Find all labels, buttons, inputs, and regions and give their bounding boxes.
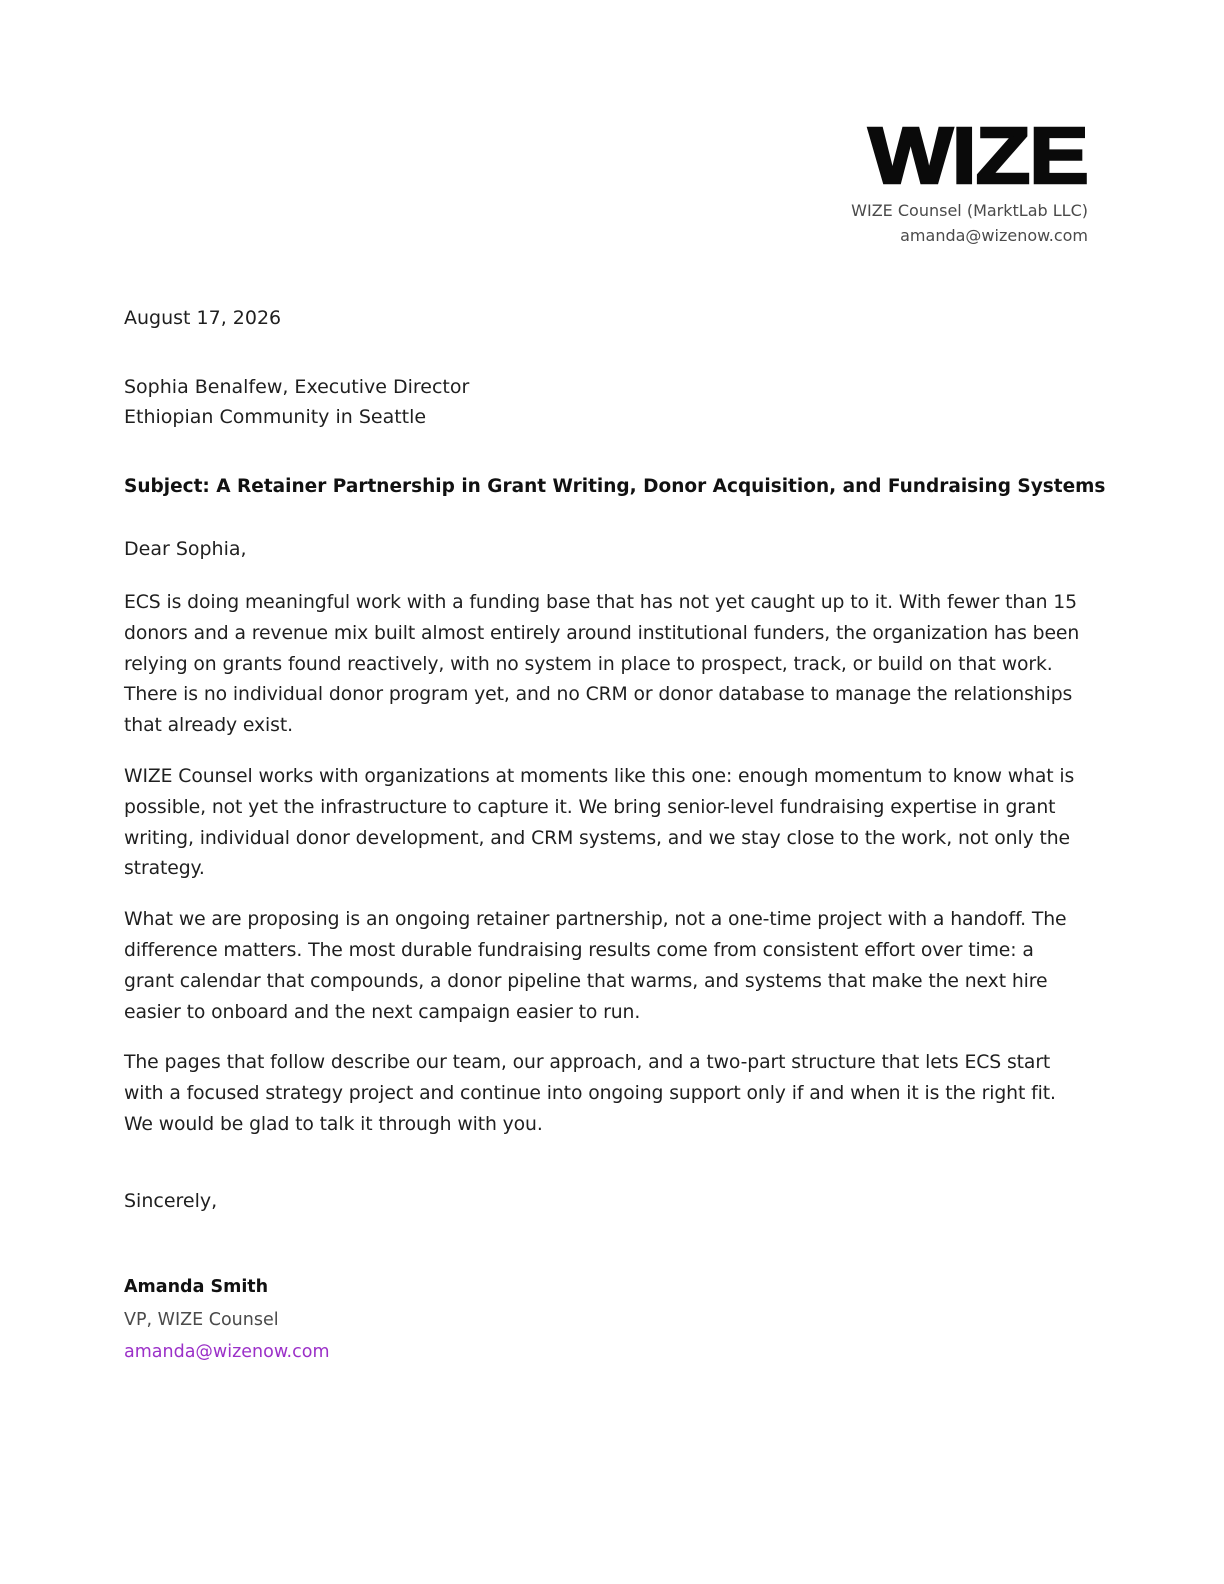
letter-date: August 17, 2026	[124, 307, 282, 329]
recipient-organization: Ethiopian Community in Seattle	[124, 406, 427, 428]
body-paragraph: The pages that follow describe our team, our approach, and a two-part structure that lets ECS start with a focused strategy project and continue into ongoing support only if and when it is the right fit. We would be glad to talk it through with you.	[124, 1052, 1056, 1135]
closing: Sincerely,	[124, 1190, 218, 1212]
letterhead-email: amanda@wizenow.com	[900, 226, 1088, 245]
letter-subject: Subject: A Retainer Partnership in Grant Writing, Donor Acquisition, and Fundraising Systems	[124, 476, 1106, 497]
body-paragraph: WIZE Counsel works with organizations at moments like this one: enough momentum to know what is possible, not yet the infrastructure to capture it. We bring senior-level fundraising expertise in grant writing, individual donor development, and CRM systems, and we stay close to the work, not only the strategy.	[124, 765, 1075, 880]
body-paragraph: What we are proposing is an ongoing retainer partnership, not a one-time project with a handoff. The difference matters. The most durable fundraising results come from consistent effort over time: a grant calendar that compounds, a donor pipeline that warms, and systems that make the next hire easier to onboard and the next campaign easier to run.	[124, 909, 1067, 1023]
signer-title: VP, WIZE Counsel	[124, 1310, 279, 1330]
signer-email-link[interactable]: amanda@wizenow.com	[124, 1342, 330, 1362]
salutation: Dear Sophia,	[124, 538, 247, 560]
signer-name: Amanda Smith	[124, 1277, 269, 1297]
recipient-block	[124, 372, 469, 432]
company-logo: WIZE	[868, 111, 1088, 200]
letter-page	[124, 0, 1106, 1584]
body-paragraph: ECS is doing meaningful work with a funding base that has not yet caught up to it. With fewer than 15 donors and a revenue mix built almost entirely around institutional funders, the organization has been relying on grants found reactively, with no system in place to prospect, track, or build on that work. There is no individual donor program yet, and no CRM or donor database to manage the relationships that already exist.	[124, 592, 1080, 737]
letter-body	[124, 588, 1088, 1161]
letterhead	[851, 111, 1088, 248]
recipient-name: Sophia Benalfew, Executive Director	[124, 376, 470, 398]
company-name: WIZE Counsel (MarktLab LLC)	[851, 201, 1088, 220]
